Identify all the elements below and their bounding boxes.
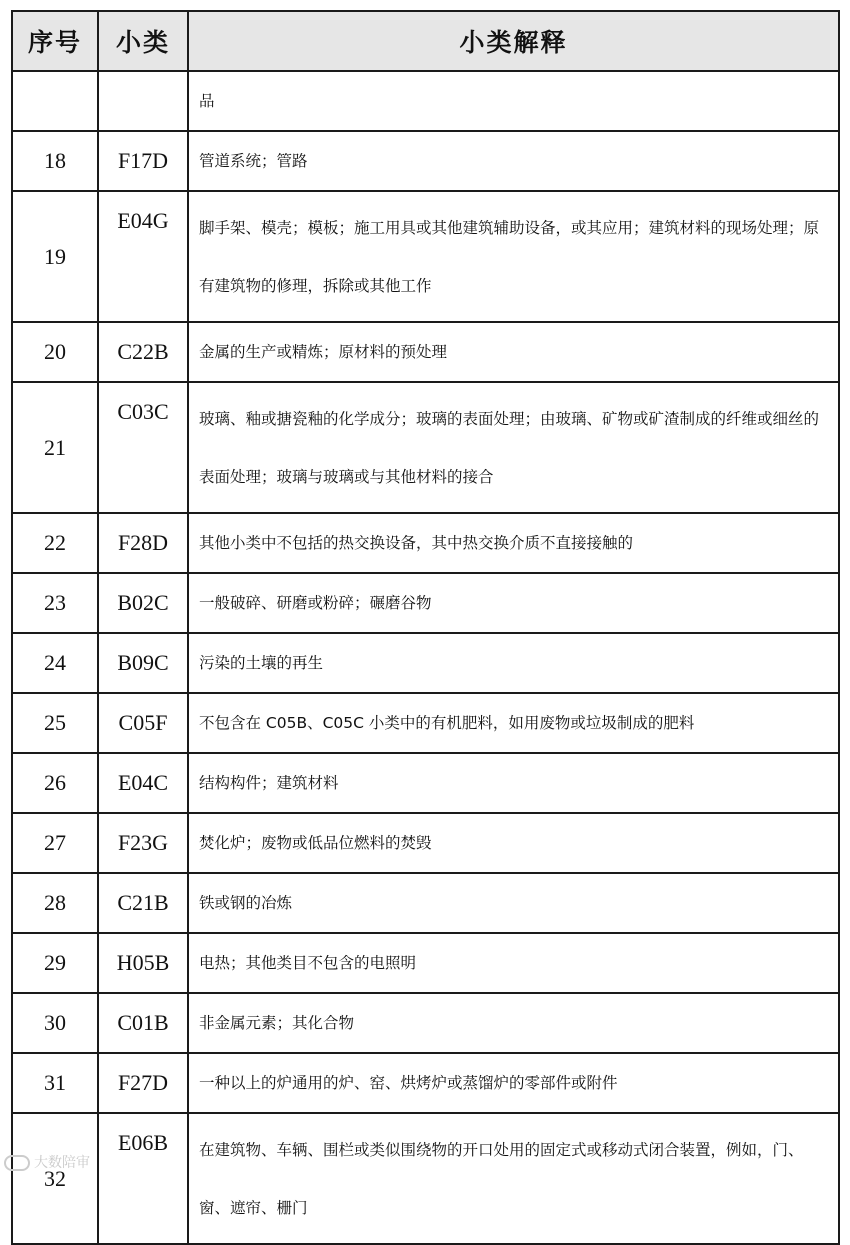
row-description: 品 (188, 71, 839, 131)
row-index: 27 (12, 813, 98, 873)
row-code: B02C (98, 573, 188, 633)
table-row (12, 71, 839, 131)
row-description: 玻璃、釉或搪瓷釉的化学成分；玻璃的表面处理；由玻璃、矿物或矿渣制成的纤维或细丝的表面处理；玻璃与玻璃或与其他材料的接合 (188, 382, 839, 513)
row-index (12, 71, 98, 131)
row-description: 焚化炉；废物或低品位燃料的焚毁 (188, 813, 839, 873)
weibo-logo-icon (4, 1155, 30, 1171)
row-description: 电热；其他类目不包含的电照明 (188, 933, 839, 993)
table-row (12, 131, 839, 191)
row-code: F27D (98, 1053, 188, 1113)
header-description: 小类解释 (188, 11, 839, 71)
row-description: 在建筑物、车辆、围栏或类似围绕物的开口处用的固定式或移动式闭合装置，例如，门、窗、遮帘、栅门 (188, 1113, 839, 1244)
table-row (12, 322, 839, 382)
row-code: E04C (98, 753, 188, 813)
table-row (12, 753, 839, 813)
table-row (12, 191, 839, 322)
row-index: 25 (12, 693, 98, 753)
watermark-text: 大数陪审 (34, 1155, 90, 1171)
row-index: 23 (12, 573, 98, 633)
row-index: 32 (12, 1113, 98, 1244)
row-index: 19 (12, 191, 98, 322)
row-index: 31 (12, 1053, 98, 1113)
table-row (12, 382, 839, 513)
row-description: 脚手架、模壳；模板；施工用具或其他建筑辅助设备，或其应用；建筑材料的现场处理；原有建筑物的修理，拆除或其他工作 (188, 191, 839, 322)
row-index: 18 (12, 131, 98, 191)
weibo-watermark (4, 1152, 90, 1172)
table-row (12, 813, 839, 873)
row-code: C05F (98, 693, 188, 753)
row-index: 29 (12, 933, 98, 993)
row-index: 30 (12, 993, 98, 1053)
row-code: C03C (98, 382, 188, 513)
row-index: 20 (12, 322, 98, 382)
row-description: 污染的土壤的再生 (188, 633, 839, 693)
row-description: 非金属元素；其化合物 (188, 993, 839, 1053)
row-code: F28D (98, 513, 188, 573)
row-code: C01B (98, 993, 188, 1053)
table-row (12, 1053, 839, 1113)
row-index: 22 (12, 513, 98, 573)
row-code: C21B (98, 873, 188, 933)
row-description: 铁或钢的冶炼 (188, 873, 839, 933)
row-index: 24 (12, 633, 98, 693)
row-index: 21 (12, 382, 98, 513)
row-code: B09C (98, 633, 188, 693)
row-description: 结构构件；建筑材料 (188, 753, 839, 813)
table-row (12, 933, 839, 993)
row-code: C22B (98, 322, 188, 382)
ipc-class-table (11, 10, 840, 1245)
table-row (12, 513, 839, 573)
row-description: 一般破碎、研磨或粉碎；碾磨谷物 (188, 573, 839, 633)
row-code: E04G (98, 191, 188, 322)
table-row (12, 693, 839, 753)
row-index: 28 (12, 873, 98, 933)
table-row (12, 633, 839, 693)
row-description: 管道系统；管路 (188, 131, 839, 191)
header-index: 序号 (12, 11, 98, 71)
row-code: H05B (98, 933, 188, 993)
table-row (12, 873, 839, 933)
row-description: 不包含在 C05B、C05C 小类中的有机肥料，如用废物或垃圾制成的肥料 (188, 693, 839, 753)
table-row (12, 573, 839, 633)
header-class: 小类 (98, 11, 188, 71)
row-code (98, 71, 188, 131)
table-row (12, 993, 839, 1053)
row-description: 其他小类中不包括的热交换设备，其中热交换介质不直接接触的 (188, 513, 839, 573)
row-code: E06B (98, 1113, 188, 1244)
row-description: 金属的生产或精炼；原材料的预处理 (188, 322, 839, 382)
row-code: F23G (98, 813, 188, 873)
row-code: F17D (98, 131, 188, 191)
row-description: 一种以上的炉通用的炉、窑、烘烤炉或蒸馏炉的零部件或附件 (188, 1053, 839, 1113)
row-index: 26 (12, 753, 98, 813)
table-header-row (12, 11, 839, 71)
